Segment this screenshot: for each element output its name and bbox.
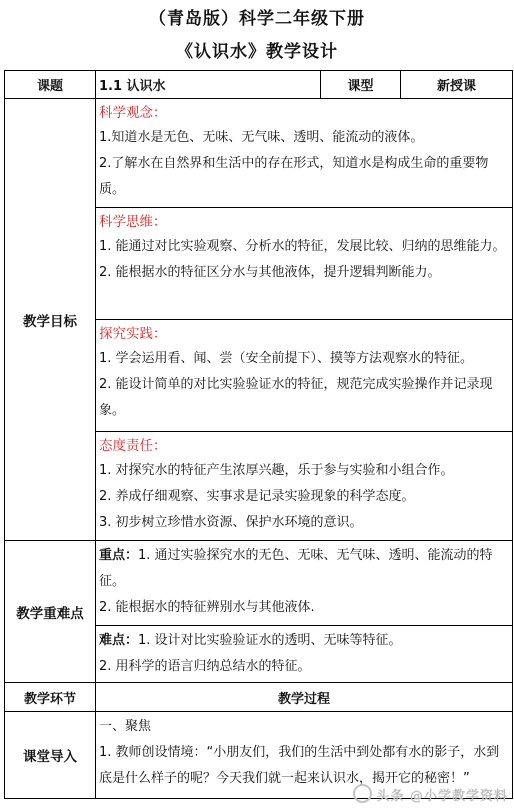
stage-label: 教学环节 bbox=[5, 683, 96, 712]
section-heading: 科学思维： bbox=[99, 214, 167, 230]
type-label: 课型 bbox=[321, 71, 401, 99]
objective-line: 3. 初步树立珍惜水资源、保护水环境的意识。 bbox=[99, 515, 363, 530]
doc-title-line1: （青岛版）科学二年级下册 bbox=[149, 9, 365, 29]
section-heading: 态度责任： bbox=[99, 438, 167, 454]
difficult-line: 1. 设计对比实验验证水的透明、无味等特征。 bbox=[138, 633, 402, 648]
objective-line: 1. 能通过对比实验观察、分析水的特征，发展比较、归纳的思维能力。 bbox=[99, 239, 506, 254]
objective-line: 2. 能设计简单的对比实验验证水的特征，规范完成实验操作并记录现象。 bbox=[99, 377, 493, 418]
process-label: 教学过程 bbox=[96, 683, 513, 712]
key-line: 2. 能根据水的特征辨别水与其他液体. bbox=[99, 600, 315, 615]
key-heading: 重点： bbox=[99, 548, 139, 563]
section-heading: 科学观念： bbox=[99, 105, 167, 121]
objective-line: 2. 养成仔细观察、实事求是记录实验现象的科学态度。 bbox=[99, 489, 415, 504]
keypoints-label: 教学重难点 bbox=[5, 541, 96, 683]
difficult-heading: 难点： bbox=[99, 633, 139, 648]
keypoints-row-1 bbox=[5, 541, 513, 626]
objective-line: 2.了解水在自然界和生活中的存在形式，知道水是构成生命的重要物质。 bbox=[99, 156, 489, 197]
intro-line: 一、聚焦 bbox=[99, 719, 152, 734]
topic-value: 1.1 认识水 bbox=[96, 71, 321, 99]
section-heading: 探究实践： bbox=[99, 326, 167, 342]
objective-line: 1.知道水是无色、无味、无气味、透明、能流动的液体。 bbox=[99, 130, 424, 145]
difficult-line: 2. 用科学的语言归纳总结水的特征。 bbox=[99, 659, 311, 674]
type-value: 新授课 bbox=[401, 71, 513, 99]
intro-line: 1. 教师创设情境：“小朋友们，我们的生活中到处都有水的影子，水到底是什么样子的呢？今天我们就一起来认识水，揭开它的秘密！” bbox=[99, 745, 500, 786]
key-line: 1. 通过实验探究水的无色、无味、无气味、透明、能流动的特征。 bbox=[99, 548, 493, 589]
watermark-logo-icon bbox=[353, 784, 372, 803]
objectives-label: 教学目标 bbox=[5, 99, 96, 541]
doc-title-line2: 《认识水》教学设计 bbox=[176, 42, 338, 62]
objective-line: 1. 学会运用看、闻、尝（安全前提下）、摸等方法观察水的特征。 bbox=[99, 351, 474, 366]
intro-label: 课堂导入 bbox=[5, 712, 96, 799]
objectives-row-1 bbox=[5, 99, 513, 208]
watermark-text: 头条 @小学教学资料 bbox=[376, 789, 508, 804]
objectives-section bbox=[96, 432, 513, 541]
topic-label: 课题 bbox=[5, 71, 96, 99]
watermark bbox=[353, 784, 508, 804]
objective-line: 2. 能根据水的特征区分水与其他液体，提升逻辑判断能力。 bbox=[99, 265, 441, 280]
header-row bbox=[5, 71, 513, 99]
objective-line: 1. 对探究水的特征产生浓厚兴趣，乐于参与实验和小组合作。 bbox=[99, 463, 454, 478]
objectives-section bbox=[96, 99, 513, 208]
key-points-cell bbox=[96, 541, 513, 626]
objectives-section bbox=[96, 208, 513, 320]
difficult-points-cell bbox=[96, 626, 513, 683]
objectives-section bbox=[96, 320, 513, 432]
lesson-plan-table bbox=[4, 70, 513, 799]
process-header-row bbox=[5, 683, 513, 712]
